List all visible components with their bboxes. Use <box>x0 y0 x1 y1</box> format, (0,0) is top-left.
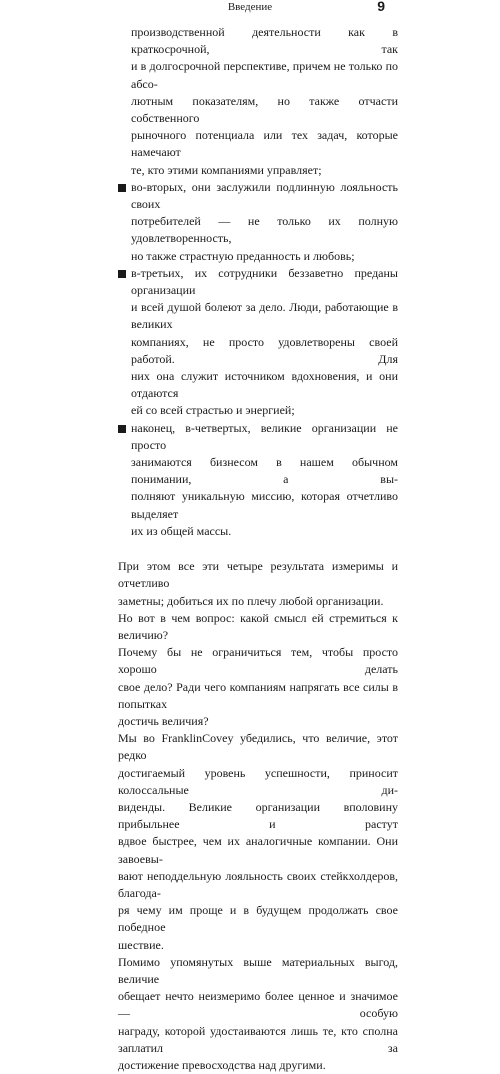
text-line: наконец, в-четвертых, великие организации не просто <box>131 420 398 452</box>
text-line: вают неподдельную лояльность своих стейкхолдеров, благода- <box>118 868 398 900</box>
text-line: Почему бы не ограничиться тем, чтобы просто хорошо делать <box>118 645 398 677</box>
text-line: них она служит источником вдохновения, и они отдаются <box>131 369 398 401</box>
paragraph-gap <box>118 540 398 558</box>
square-bullet-icon <box>118 270 126 278</box>
text-line: При этом все эти четыре результата измеримы и отчетливо <box>118 559 398 591</box>
text-line: достигаемый уровень успешности, приносит колоссальные ди- <box>118 765 398 797</box>
list-continuation <box>118 24 398 179</box>
text-line: шествие. <box>118 937 164 952</box>
text-line: и в долгосрочной перспективе, причем не только по абсо- <box>131 59 398 91</box>
paragraph <box>118 730 398 954</box>
text-line: в-третьих, их сотрудники беззаветно преданы организации <box>131 265 398 298</box>
text-line: виденды. Великие организации вполовину прибыльнее и растут <box>118 799 398 832</box>
text-line: Мы во FranklinCovey убедились, что величие, этот редко <box>118 731 398 763</box>
text-line: и всей душой болеют за дело. Люди, работающие в великих <box>131 300 398 332</box>
paragraph <box>118 954 398 1074</box>
text-line: достижение превосходства над другими. <box>118 1057 326 1072</box>
text-line: полняют уникальную миссию, которая отчетливо выделяет <box>131 489 398 521</box>
text-line: достичь величия? <box>118 713 209 728</box>
text-line: производственной деятельности как в краткосрочной, так <box>131 25 398 57</box>
text-line: занимаются бизнесом в нашем обычном понимании, а вы- <box>131 455 398 487</box>
text-line: рыночного потенциала или тех задач, которые намечают <box>131 128 398 160</box>
text-line: лютным показателям, но также отчасти собственного <box>131 93 398 126</box>
square-bullet-icon <box>118 425 126 433</box>
list-item <box>118 420 398 540</box>
text-line: компаниях, не просто удовлетворены своей работой. Для <box>131 334 398 366</box>
text-line: обещает нечто неизмеримо более ценное и значимое — особую <box>118 989 398 1021</box>
text-line: потребителей — не только их полную удовлетворенность, <box>131 214 398 246</box>
page-number: 9 <box>377 0 385 14</box>
text-line: те, кто этими компаниями управляет; <box>131 162 322 177</box>
running-head <box>0 0 500 14</box>
text-line: награду, которой удостаиваются лишь те, кто сполна заплатил за <box>118 1023 398 1055</box>
text-line: ря чему им проще и в будущем продолжать свое победное <box>118 903 398 935</box>
list-item <box>118 265 398 420</box>
paragraph <box>118 558 398 610</box>
running-title: Введение <box>227 1 273 13</box>
square-bullet-icon <box>118 184 126 192</box>
body-text <box>118 24 398 1074</box>
text-line: заметны; добиться их по плечу любой организации. <box>118 593 384 608</box>
text-line: ей со всей страстью и энергией; <box>131 403 295 418</box>
text-line: свое дело? Ради чего компаниям напрягать все силы в попытках <box>118 679 398 711</box>
text-line: но также страстную преданность и любовь; <box>131 248 355 263</box>
text-line: их из общей массы. <box>131 523 232 538</box>
text-line: Но вот в чем вопрос: какой смысл ей стремиться к величию? <box>118 610 398 642</box>
text-line: вдвое быстрее, чем их аналогичные компании. Они завоевы- <box>118 834 398 866</box>
list-item <box>118 179 398 265</box>
text-line: во-вторых, они заслужили подлинную лояльность своих <box>131 179 398 212</box>
paragraph <box>118 610 398 730</box>
text-line: Помимо упомянутых выше материальных выгод, величие <box>118 954 398 986</box>
